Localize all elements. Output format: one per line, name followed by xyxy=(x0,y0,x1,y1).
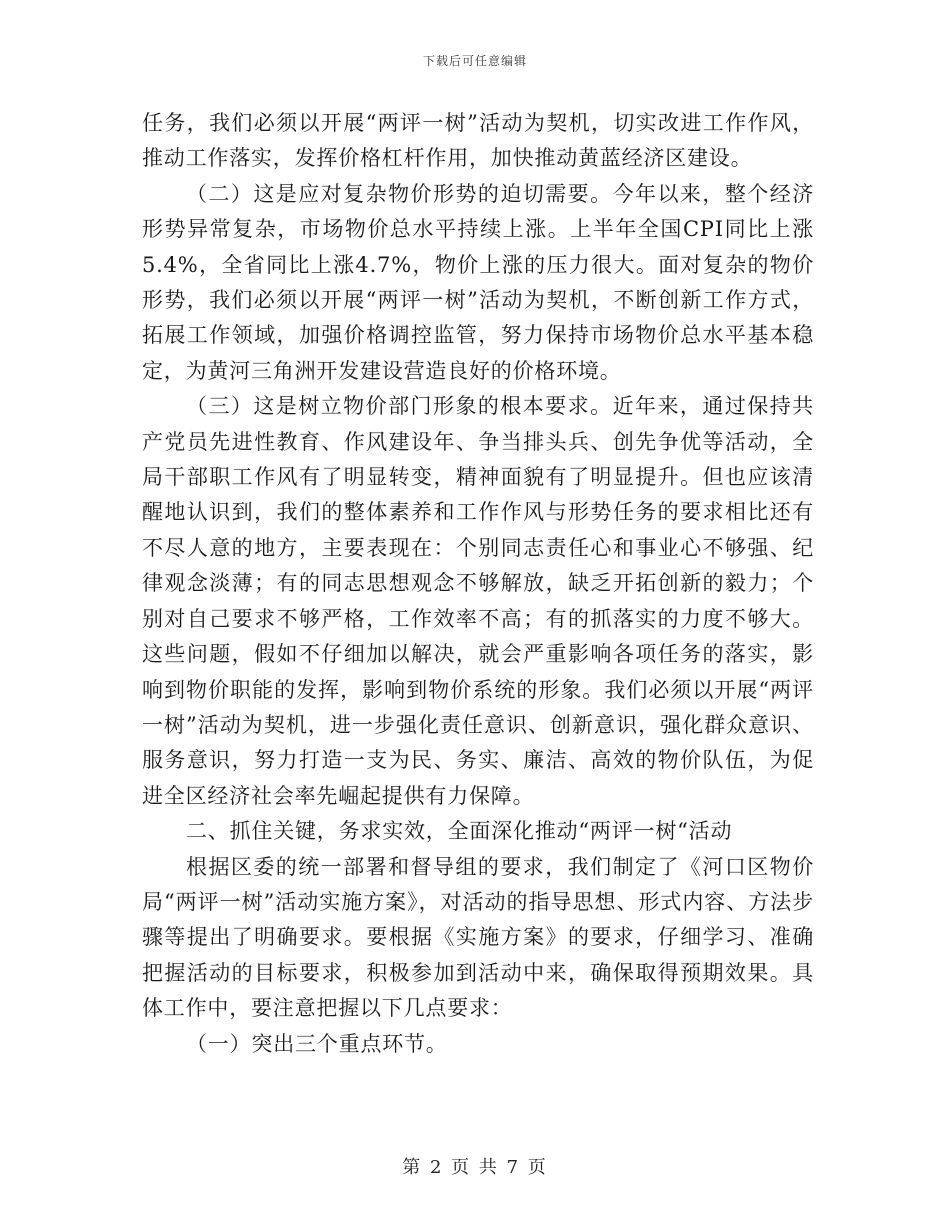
subheading-key-links: （一）突出三个重点环节。 xyxy=(186,1031,448,1056)
paragraph-section-two: （二）这是应对复杂物价形势的迫切需要。今年以来，整个经济形势异常复杂，市场物价总水平持续上涨。上半年全国CPI同比上涨5.4%，全省同比上涨4.7%，物价上涨的压力很大。面对复杂的物价形势，我们必须以开展“两评一树”活动为契机，不断创新工作方式，拓展工作领域，加强价格调控监管，努力保持市场物价总水平基本稳定，为黄河三角洲开发建设营造良好的价格环境。 xyxy=(142,181,814,383)
page-header-note: 下载后可任意编辑 xyxy=(422,54,527,68)
section-heading-two: 二、抓住关键，务求实效，全面深化推动“两评一树“活动 xyxy=(186,819,733,844)
paragraph-section-three: （三）这是树立物价部门形象的根本要求。近年来，通过保持共产党员先进性教育、作风建设年、争当排头兵、创先争优等活动，全局干部职工作风有了明显转变，精神面貌有了明显提升。但也应该清醒地认识到，我们的整体素养和工作作风与形势任务的要求相比还有不尽人意的地方，主要表现在：个别同志责任心和事业心不够强、纪律观念淡薄；有的同志思想观念不够解放，缺乏开拓创新的毅力；个别对自己要求不够严格，工作效率不高；有的抓落实的力度不够大。这些问题，假如不仔细加以解决，就会严重影响各项任务的落实，影响到物价职能的发挥，影响到物价系统的形象。我们必须以开展“两评一树”活动为契机，进一步强化责任意识、创新意识，强化群众意识、服务意识，努力打造一支为民、务实、廉洁、高效的物价队伍，为促进全区经济社会率先崛起提供有力保障。 xyxy=(142,394,814,808)
paragraph-continuation: 任务，我们必须以开展“两评一树”活动为契机，切实改进工作作风，推动工作落实，发挥价格杠杆作用，加快推动黄蓝经济区建设。 xyxy=(142,111,814,171)
page-number-footer: 第 2 页 共 7 页 xyxy=(402,1157,548,1178)
document-body xyxy=(142,106,814,1062)
paragraph-implementation: 根据区委的统一部署和督导组的要求，我们制定了《河口区物价局“两评一树”活动实施方案》，对活动的指导思想、形式内容、方法步骤等提出了明确要求。要根据《实施方案》的要求，仔细学习、准确把握活动的目标要求，积极参加到活动中来，确保取得预期效果。具体工作中，要注意把握以下几点要求： xyxy=(142,854,814,1021)
